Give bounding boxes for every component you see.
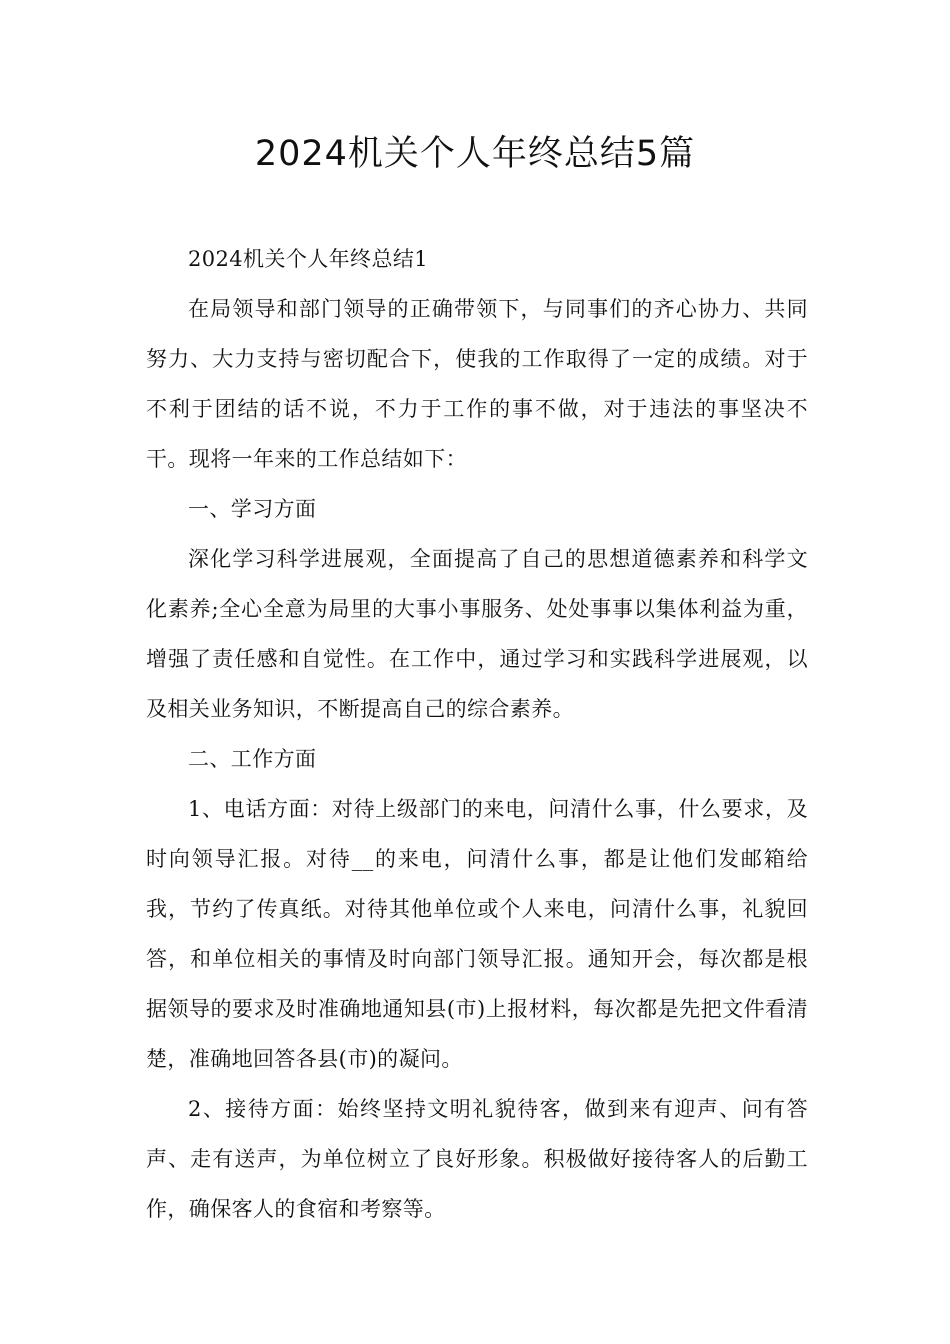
document-title: 2024机关个人年终总结5篇 (254, 134, 696, 174)
reception-paragraph: 2、接待方面：始终坚持文明礼貌待客，做到来有迎声、问有答声、走有送声，为单位树立了良好形象。积极做好接待客人的后勤工作，确保客人的食宿和考察等。 (146, 1097, 808, 1221)
document-body (146, 234, 808, 1234)
section-heading-study: 一、学习方面 (188, 497, 317, 521)
study-paragraph: 深化学习科学进展观，全面提高了自己的思想道德素养和科学文化素养;全心全意为局里的大事小事服务、处处事事以集体利益为重，增强了责任感和自觉性。在工作中，通过学习和实践科学进展观，以及相关业务知识，不断提高自己的综合素养。 (146, 547, 808, 721)
intro-paragraph: 在局领导和部门领导的正确带领下，与同事们的齐心协力、共同努力、大力支持与密切配合下，使我的工作取得了一定的成绩。对于不利于团结的话不说，不力于工作的事不做，对于违法的事坚决不干。现将一年来的工作总结如下： (146, 297, 808, 471)
section-heading-1: 2024机关个人年终总结1 (188, 247, 429, 271)
phone-paragraph: 1、电话方面：对待上级部门的来电，问清什么事，什么要求，及时向领导汇报。对待__的来电，问清什么事，都是让他们发邮箱给我，节约了传真纸。对待其他单位或个人来电，问清什么事，礼貌回答，和单位相关的事情及时向部门领导汇报。通知开会，每次都是根据领导的要求及时准确地通知县(市)上报材料，每次都是先把文件看清楚，准确地回答各县(市)的凝问。 (146, 797, 808, 1071)
section-heading-work: 二、工作方面 (188, 747, 317, 771)
